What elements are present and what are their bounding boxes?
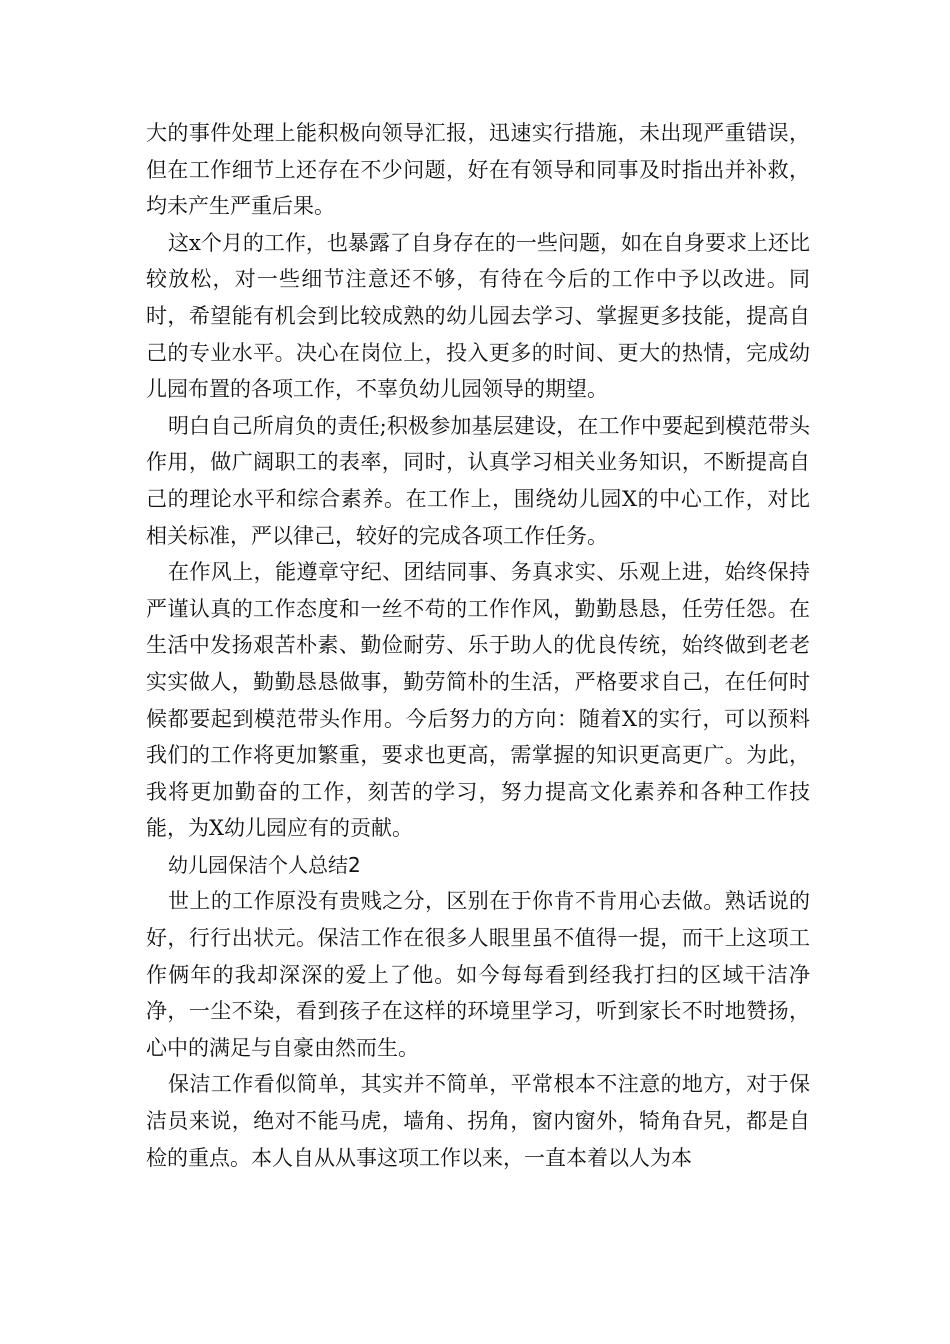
paragraph: 在作风上，能遵章守纪、团结同事、务真求实、乐观上进，始终保持严谨认真的工作态度和一丝不苟的工作作风，勤勤恳恳，任劳任怨。在生活中发扬艰苦朴素、勤俭耐劳、乐于助人的优良传统，始终做到老老实实做人，勤勤恳恳做事，勤劳简朴的生活，严格要求自己，在任何时候都要起到模范带头作用。今后努力的方向：随着X的实行，可以预料我们的工作将更加繁重，要求也更高，需掌握的知识更高更广。为此，我将更加勤奋的工作，刻苦的学习，努力提高文化素养和各种工作技能，为X幼儿园应有的贡献。 bbox=[146, 560, 810, 841]
paragraph: 明白自己所肩负的责任;积极参加基层建设，在工作中要起到模范带头作用，做广阔职工的表率，同时，认真学习相关业务知识，不断提高自己的理论水平和综合素养。在工作上，围绕幼儿园X的中心工作，对比相关标准，严以律己，较好的完成各项工作任务。 bbox=[146, 413, 810, 548]
section-title: 幼儿园保洁个人总结2 bbox=[168, 852, 361, 877]
paragraph: 世上的工作原没有贵贱之分，区别在于你肯不肯用心去做。熟话说的好，行行出状元。保洁工作在很多人眼里虽不值得一提，而干上这项工作俩年的我却深深的爱上了他。如今每每看到经我打扫的区域干洁净净，一尘不染，看到孩子在这样的环境里学习，听到家长不时地赞扬，心中的满足与自豪由然而生。 bbox=[146, 889, 810, 1060]
paragraph: 这x个月的工作，也暴露了自身存在的一些问题，如在自身要求上还比较放松，对一些细节注意还不够，有待在今后的工作中予以改进。同时，希望能有机会到比较成熟的幼儿园去学习、掌握更多技能，提高自己的专业水平。决心在岗位上，投入更多的时间、更大的热情，完成幼儿园布置的各项工作，不辜负幼儿园领导的期望。 bbox=[146, 230, 810, 402]
document-body bbox=[146, 115, 810, 1176]
paragraph-continuation: 大的事件处理上能积极向领导汇报，迅速实行措施，未出现严重错误，但在工作细节上还存在不少问题，好在有领导和同事及时指出并补救，均未产生严重后果。 bbox=[146, 121, 810, 219]
paragraph: 保洁工作看似简单，其实并不简单，平常根本不注意的地方，对于保洁员来说，绝对不能马虎，墙角、拐角，窗内窗外，犄角旮旯，都是自检的重点。本人自从从事这项工作以来，一直本着以人为本 bbox=[146, 1072, 810, 1170]
